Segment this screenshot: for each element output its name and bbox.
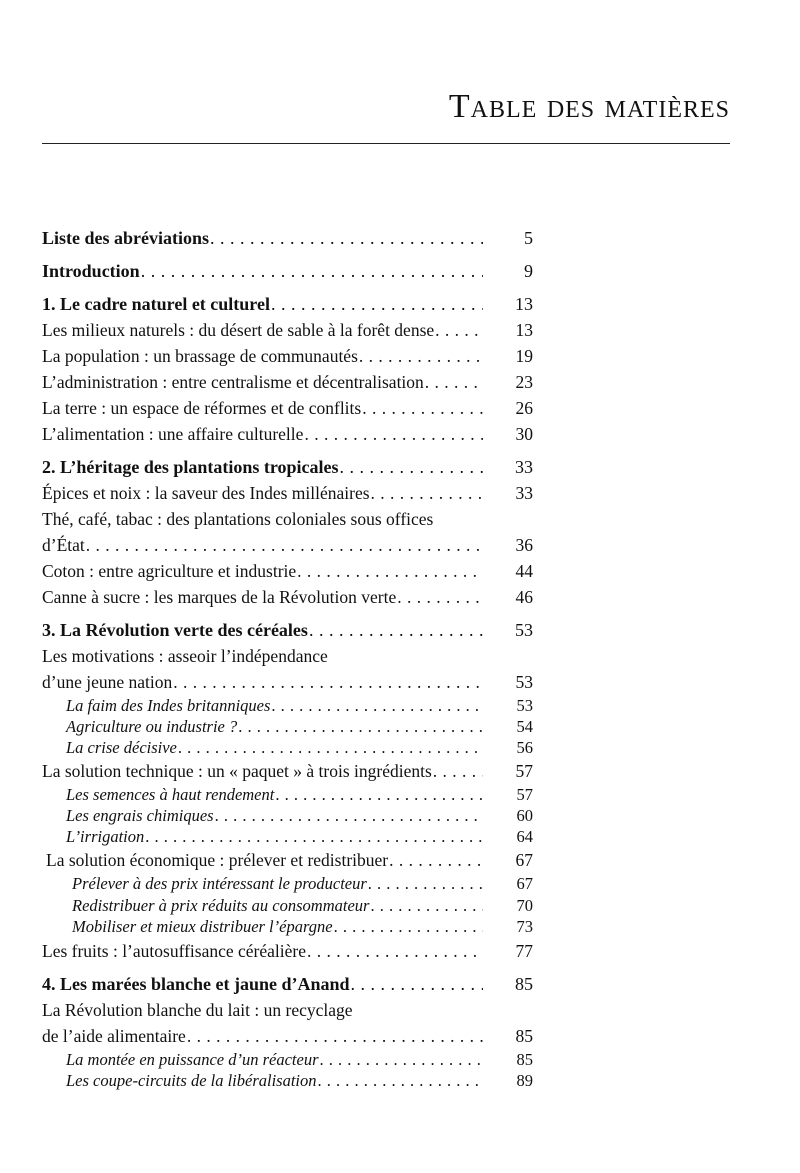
toc-page: 64 bbox=[516, 827, 533, 846]
leader-dots bbox=[340, 454, 483, 480]
toc-label: 3. La Révolution verte des céréales bbox=[42, 620, 308, 640]
toc-page: 13 bbox=[515, 320, 533, 340]
toc-page: 56 bbox=[516, 738, 533, 757]
toc-label-line2: d’État bbox=[42, 535, 85, 555]
toc-page: 67 bbox=[515, 850, 533, 870]
toc-page: 53 bbox=[515, 620, 533, 640]
toc-subentry[interactable] bbox=[42, 873, 533, 895]
leader-dots bbox=[215, 805, 483, 826]
leader-dots bbox=[297, 558, 483, 584]
toc-page: 77 bbox=[515, 940, 533, 961]
toc-label: Les milieux naturels : du désert de sable à la forêt dense bbox=[42, 320, 435, 340]
toc-subentry[interactable] bbox=[42, 1049, 533, 1070]
toc-page: 33 bbox=[515, 457, 533, 477]
toc-entry[interactable] bbox=[42, 584, 533, 610]
toc-page: 89 bbox=[516, 1070, 533, 1090]
toc-entry[interactable] bbox=[42, 421, 533, 447]
toc-page: 44 bbox=[515, 561, 533, 581]
toc-entry-multiline[interactable] bbox=[42, 506, 533, 558]
toc-page: 30 bbox=[515, 424, 533, 444]
toc-subentry[interactable] bbox=[42, 895, 533, 917]
toc-chapter-3[interactable] bbox=[42, 617, 533, 643]
toc-subentry[interactable] bbox=[42, 784, 533, 805]
leader-dots bbox=[307, 938, 483, 964]
toc-label: Canne à sucre : les marques de la Révolution verte bbox=[42, 587, 397, 607]
leader-dots bbox=[320, 1049, 484, 1070]
toc-label: Liste des abréviations bbox=[42, 228, 210, 248]
toc-page: 53 bbox=[516, 696, 533, 715]
toc-label: Les coupe-circuits de la libéralisation bbox=[66, 1070, 317, 1090]
toc-label: La solution technique : un « paquet » à trois ingrédients bbox=[42, 761, 432, 781]
leader-dots bbox=[397, 584, 483, 610]
toc-page: 9 bbox=[524, 261, 533, 281]
leader-dots bbox=[309, 617, 483, 643]
toc-label: 4. Les marées blanche et jaune d’Anand bbox=[42, 973, 350, 994]
leader-dots bbox=[433, 758, 483, 784]
toc-label: La montée en puissance d’un réacteur bbox=[66, 1049, 319, 1069]
toc-label: La faim des Indes britanniques bbox=[66, 696, 271, 715]
toc-label-line1: La Révolution blanche du lait : un recyclage bbox=[42, 999, 353, 1020]
toc-page: 85 bbox=[516, 1049, 533, 1069]
toc-subentry[interactable] bbox=[42, 695, 533, 716]
toc-label: 1. Le cadre naturel et culturel bbox=[42, 294, 270, 314]
leader-dots bbox=[173, 669, 483, 695]
toc-subentry[interactable] bbox=[42, 805, 533, 826]
toc-label: Redistribuer à prix réduits au consommateur bbox=[72, 895, 370, 915]
toc-chapter-4[interactable] bbox=[42, 971, 533, 997]
toc-page: 67 bbox=[516, 874, 533, 893]
leader-dots bbox=[271, 695, 483, 716]
leader-dots bbox=[318, 1070, 483, 1091]
leader-dots bbox=[275, 784, 483, 805]
leader-dots bbox=[178, 737, 483, 758]
leader-dots bbox=[141, 258, 483, 284]
toc-page: 85 bbox=[515, 973, 533, 994]
toc-page: 53 bbox=[515, 672, 533, 692]
toc-page: 60 bbox=[516, 806, 533, 825]
leader-dots bbox=[370, 895, 483, 917]
title-rule bbox=[42, 143, 730, 144]
toc-label: Introduction bbox=[42, 261, 140, 281]
toc-entry[interactable] bbox=[42, 758, 533, 784]
leader-dots bbox=[351, 971, 483, 997]
leader-dots bbox=[86, 532, 483, 558]
toc-page: 19 bbox=[515, 346, 533, 366]
leader-dots bbox=[425, 369, 483, 395]
toc-entry[interactable] bbox=[42, 938, 533, 964]
toc-chapter-1[interactable] bbox=[42, 291, 533, 317]
toc-label: Coton : entre agriculture et industrie bbox=[42, 561, 297, 581]
toc-entry-abbreviations[interactable] bbox=[42, 225, 533, 251]
toc-label-line1: Les motivations : asseoir l’indépendance bbox=[42, 646, 328, 666]
toc-subentry[interactable] bbox=[42, 716, 533, 737]
toc-page: 54 bbox=[516, 717, 533, 736]
toc-subentry[interactable] bbox=[42, 737, 533, 758]
toc-page: 23 bbox=[515, 372, 533, 392]
toc-label-line2: d’une jeune nation bbox=[42, 672, 173, 692]
toc-entry-multiline[interactable] bbox=[42, 997, 533, 1049]
toc-label-line2: de l’aide alimentaire bbox=[42, 1025, 186, 1046]
toc-label: L’alimentation : une affaire culturelle bbox=[42, 424, 304, 444]
toc-entry-introduction[interactable] bbox=[42, 258, 533, 284]
leader-dots bbox=[371, 480, 483, 506]
toc-label: La solution économique : prélever et redistribuer bbox=[46, 850, 389, 870]
toc-entry[interactable] bbox=[42, 558, 533, 584]
toc-label: Mobiliser et mieux distribuer l’épargne bbox=[72, 917, 333, 936]
toc-label: Agriculture ou industrie ? bbox=[66, 717, 238, 736]
leader-dots bbox=[187, 1023, 483, 1049]
toc-entry[interactable] bbox=[42, 343, 533, 369]
toc-label: 2. L’héritage des plantations tropicales bbox=[42, 457, 339, 477]
toc-page: 73 bbox=[516, 917, 533, 936]
toc-label: La crise décisive bbox=[66, 738, 177, 757]
toc-label: L’irrigation bbox=[66, 827, 145, 846]
toc-page: 13 bbox=[515, 294, 533, 314]
leader-dots bbox=[304, 421, 483, 447]
toc-entry[interactable] bbox=[42, 395, 533, 421]
toc-label-line1: Thé, café, tabac : des plantations coloniales sous offices bbox=[42, 509, 434, 529]
toc-subentry[interactable] bbox=[42, 826, 533, 847]
toc-page: 36 bbox=[515, 535, 533, 555]
toc-entry-multiline[interactable] bbox=[42, 643, 533, 695]
leader-dots bbox=[368, 873, 483, 895]
toc-chapter-2[interactable] bbox=[42, 454, 533, 480]
leader-dots bbox=[362, 395, 483, 421]
toc-label: La population : un brassage de communautés bbox=[42, 346, 358, 366]
leader-dots bbox=[145, 826, 483, 847]
leader-dots bbox=[389, 847, 483, 873]
toc-label: L’administration : entre centralisme et décentralisation bbox=[42, 372, 424, 392]
toc-page: 33 bbox=[515, 483, 533, 503]
toc-entry[interactable] bbox=[42, 317, 533, 343]
toc-label: Les semences à haut rendement bbox=[66, 785, 275, 804]
page-title: Table des matières bbox=[448, 88, 730, 125]
leader-dots bbox=[359, 343, 483, 369]
toc-label: Épices et noix : la saveur des Indes millénaires bbox=[42, 483, 370, 503]
toc-entry[interactable] bbox=[42, 847, 533, 873]
toc-label: Prélever à des prix intéressant le producteur bbox=[72, 874, 367, 893]
toc-label: Les engrais chimiques bbox=[66, 806, 214, 825]
toc-subentry[interactable] bbox=[42, 916, 533, 938]
toc-label: Les fruits : l’autosuffisance céréalière bbox=[42, 940, 306, 961]
toc-page: 5 bbox=[524, 228, 533, 248]
toc-subentry[interactable] bbox=[42, 1070, 533, 1091]
toc-page: 57 bbox=[516, 785, 533, 804]
toc-page: 26 bbox=[515, 398, 533, 418]
leader-dots bbox=[435, 317, 483, 343]
toc-page: 57 bbox=[515, 761, 533, 781]
table-of-contents bbox=[42, 225, 533, 1091]
leader-dots bbox=[271, 291, 483, 317]
toc-page: 70 bbox=[516, 895, 533, 915]
toc-page: 85 bbox=[515, 1025, 533, 1046]
toc-entry[interactable] bbox=[42, 369, 533, 395]
toc-label: La terre : un espace de réformes et de conflits bbox=[42, 398, 362, 418]
leader-dots bbox=[334, 916, 483, 938]
leader-dots bbox=[210, 225, 483, 251]
leader-dots bbox=[238, 716, 483, 737]
toc-page: 46 bbox=[515, 587, 533, 607]
toc-entry[interactable] bbox=[42, 480, 533, 506]
